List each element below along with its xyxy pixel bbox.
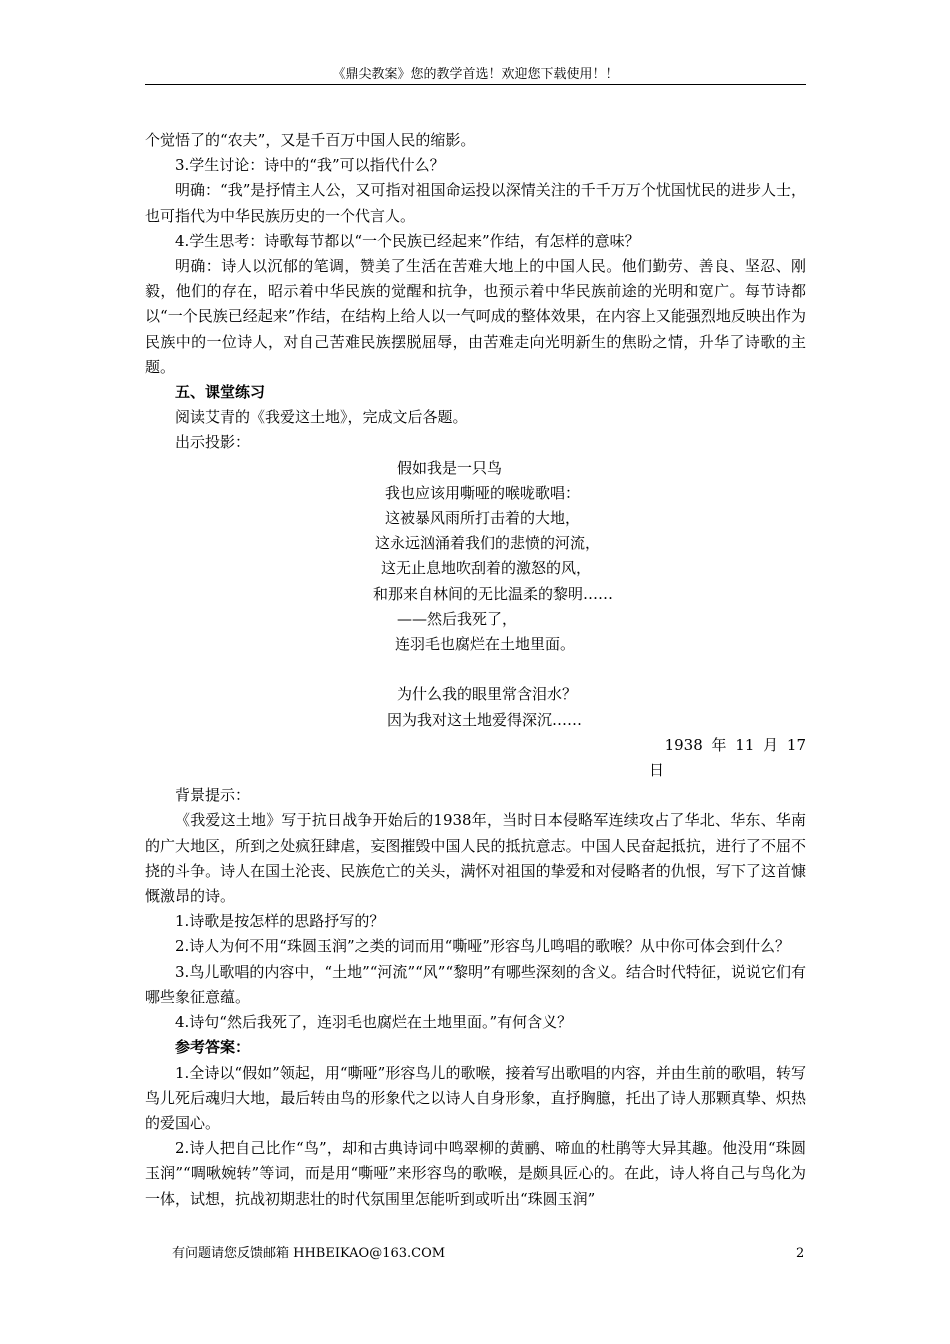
question: 4.诗句“然后我死了，连羽毛也腐烂在土地里面。”有何含义？ (175, 1013, 573, 1032)
answers-heading: 参考答案： (175, 1038, 251, 1057)
page-header: 《鼎尖教案》您的教学首选！欢迎您下载使用！！ (332, 67, 619, 82)
poem-line: ——然后我死了， (397, 609, 518, 628)
poem-stanza-gap (375, 657, 806, 682)
poem-date: 1938 年 11 月 17 (664, 735, 806, 754)
poem-block (145, 456, 806, 733)
poem-line: 这被暴风雨所打击着的大地， (385, 509, 581, 528)
answer: 2.诗人把自己比作“鸟”，却和古典诗词中鸣翠柳的黄鹂、啼血的杜鹃等大异其趣。他没用“珠圆玉润”“啁啾婉转”等词，而是用“嘶哑”来形容鸟的歌喉，是颇具匠心的。在此，诗人将自己与鸟化为一体，试想，抗战初期悲壮的时代氛围里怎能听到或听出“珠圆玉润” (145, 1139, 806, 1208)
answer: 1.全诗以“假如”领起，用“嘶哑”形容鸟儿的歌喉，接着写出歌唱的内容，并由生前的歌唱，转写鸟儿死后魂归大地，最后转由鸟的形象代之以诗人自身形象，直抒胸臆，托出了诗人那颗真挚、炽热的爱国心。 (145, 1063, 806, 1132)
section-heading: 五、课堂练习 (175, 383, 266, 402)
footer-email: 有问题请您反馈邮箱 HHBEIKAO@163.COM (172, 1246, 446, 1261)
poem-line: 连羽毛也腐烂在土地里面。 (395, 635, 576, 654)
document-body (145, 128, 806, 1212)
poem-line: 为什么我的眼里常含泪水？ (397, 685, 578, 704)
poem-date-continued: 日 (649, 761, 665, 780)
paragraph: 《我爱这土地》写于抗日战争开始后的1938年，当时日本侵略军连续攻占了华北、华东、华南的广大地区，所到之处疯狂肆虐，妄图摧毁中国人民的抵抗意志。中国人民奋起抵抗，进行了不屈不挠的斗争。诗人在国土沦丧、民族危亡的关头，满怀对祖国的挚爱和对侵略者的仇恨，写下了这首慷慨激昂的诗。 (145, 811, 806, 906)
question: 3.鸟儿歌唱的内容中，“土地”“河流”“风”“黎明”有哪些深刻的含义。结合时代特征，说说它们有哪些象征意蕴。 (145, 962, 806, 1006)
poem-line: 和那来自林间的无比温柔的黎明…… (373, 584, 614, 603)
paragraph: 阅读艾青的《我爱这土地》，完成文后各题。 (175, 408, 468, 427)
poem-line: 这永远汹涌着我们的悲愤的河流， (375, 534, 601, 553)
page-number: 2 (796, 1246, 805, 1261)
poem-line: 因为我对这土地爱得深沉…… (387, 710, 583, 729)
question: 1.诗歌是按怎样的思路抒写的？ (175, 912, 385, 931)
paragraph: 明确：“我”是抒情主人公，又可指对祖国命运投以深情关注的千千万万个忧国忧民的进步人士，也可指代为中华民族历史的一个代言人。 (145, 181, 806, 225)
paragraph: 出示投影： (175, 433, 251, 452)
paragraph: 个觉悟了的“农夫”，又是千百万中国人民的缩影。 (145, 131, 476, 149)
question: 2.诗人为何不用“珠圆玉润”之类的词而用“嘶哑”形容鸟儿鸣唱的歌喉？从中你可体会到什么？ (175, 937, 790, 956)
paragraph: 明确：诗人以沉郁的笔调，赞美了生活在苦难大地上的中国人民。他们勤劳、善良、坚忍、刚毅，他们的存在，昭示着中华民族的觉醒和抗争，也预示着中华民族前途的光明和宽广。每节诗都以“一个民族已经起来”作结，在结构上给人以一气呵成的整体效果，在内容上又能强烈地反映出作为民族中的一位诗人，对自己苦难民族摆脱屈辱，由苦难走向光明新生的焦盼之情，升华了诗歌的主题。 (145, 257, 806, 376)
poem-line: 我也应该用嘶哑的喉咙歌唱： (385, 483, 581, 502)
paragraph: 4.学生思考：诗歌每节都以“一个民族已经起来”作结，有怎样的意味？ (175, 231, 640, 250)
poem-line: 这无止息地吹刮着的激怒的风， (381, 559, 592, 578)
paragraph: 3.学生讨论：诗中的“我”可以指代什么？ (175, 156, 445, 175)
background-heading: 背景提示： (175, 786, 251, 805)
header-divider (145, 84, 806, 85)
poem-line: 假如我是一只鸟 (397, 458, 503, 477)
